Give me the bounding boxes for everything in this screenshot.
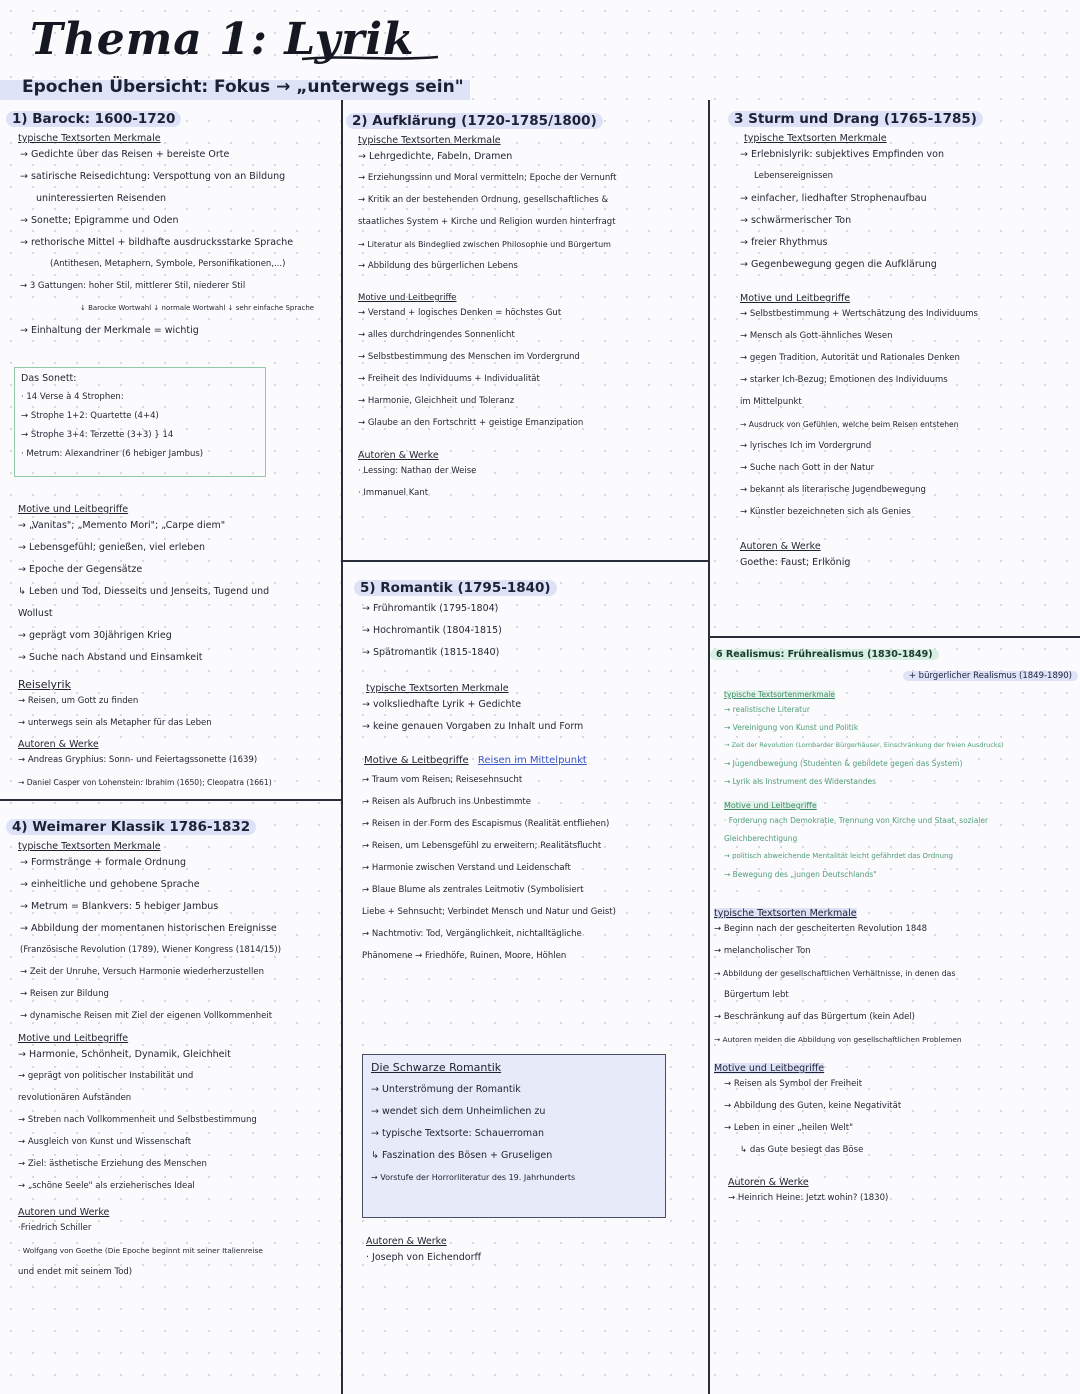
text-line: → Lyrik als Instrument des Widerstandes [724, 777, 877, 786]
text-line: → „Vanitas"; „Memento Mori"; „Carpe diem" [18, 520, 226, 531]
motive-heading-row [364, 755, 706, 766]
text-line: → Frühromantik (1795-1804) [362, 603, 499, 614]
text-line: → Kritik an der bestehenden Ordnung, gesellschaftliches & [358, 195, 609, 205]
text-line: → Vereinigung von Kunst und Politik [724, 723, 859, 732]
text-line: → gegen Tradition, Autorität und Rationales Denken [740, 353, 960, 363]
text-line: staatliches System + Kirche und Religion wurden hinterfragt [358, 217, 616, 227]
schwarze-romantik-box [362, 1054, 666, 1218]
text-line: → Reisen als Aufbruch ins Unbestimmte [362, 797, 531, 807]
text-line: → bekannt als literarische Jugendbewegung [740, 485, 926, 495]
text-line: → dynamische Reisen mit Ziel der eigenen Vollkommenheit [20, 1011, 273, 1021]
text-line: → Erlebnislyrik: subjektives Empfinden von [740, 149, 944, 160]
subheading: Reiselyrik [18, 678, 71, 691]
subheading: typische Textsorten Merkmale [366, 683, 509, 694]
text-line: → Selbstbestimmung des Menschen im Vordergrund [358, 352, 580, 362]
text-line: → Heinrich Heine: Jetzt wohin? (1830) [728, 1193, 889, 1203]
text-line: → typische Textsorte: Schauerroman [371, 1128, 545, 1139]
section-romantik [354, 577, 706, 972]
subheading: Motive und Leitbegriffe [18, 1033, 129, 1044]
text-line: → Abbildung der momentanen historischen Ereignisse [20, 923, 277, 934]
text-line: → Literatur als Bindeglied zwischen Philosophie und Bürgertum [358, 240, 611, 249]
text-line: → Zeit der Unruhe, Versuch Harmonie wiederherzustellen [20, 967, 264, 977]
text-line: → Reisen, um Lebensgefühl zu erweitern; Realitätsflucht [362, 841, 602, 851]
section-heading: 4) Weimarer Klassik 1786-1832 [6, 819, 256, 835]
text-line: → melancholischer Ton [714, 946, 811, 956]
text-line: → Spätromantik (1815-1840) [362, 647, 500, 658]
text-line: Bürgertum lebt [724, 990, 789, 1000]
text-line: · Forderung nach Demokratie, Trennung von Kirche und Staat, sozialer [724, 816, 989, 825]
text-line: → satirische Reisedichtung: Verspottung von an Bildung [20, 171, 286, 182]
text-line: → Jugendbewegung (Studenten & gebildete gegen das System) [724, 759, 963, 768]
section-aufklaerung [346, 110, 706, 509]
subheading: Autoren & Werke [740, 541, 821, 552]
text-line: → realistische Literatur [724, 705, 810, 714]
text-line: → Gegenbewegung gegen die Aufklärung [740, 259, 937, 270]
section-heading: 2) Aufklärung (1720-1785/1800) [346, 113, 603, 129]
text-line: → Gedichte über das Reisen + bereiste Orte [20, 149, 230, 160]
text-line: → volksliedhafte Lyrik + Gedichte [362, 699, 522, 710]
text-line: → Nachtmotiv: Tod, Vergänglichkeit, nichtalltägliche [362, 929, 582, 939]
sonett-title: Das Sonett: [21, 373, 77, 384]
text-line: → Traum vom Reisen; Reisesehnsucht [362, 775, 523, 785]
text-line: → Daniel Casper von Lohenstein: Ibrahim (1650); Cleopatra (1661) [18, 778, 272, 787]
subheading: typische Textsorten Merkmale [358, 135, 501, 146]
text-line: → geprägt vom 30jährigen Krieg [18, 630, 172, 641]
box-title: Die Schwarze Romantik [371, 1061, 502, 1074]
text-line: → politisch abweichende Mentalität leicht gefährdet das Ordnung [724, 852, 953, 860]
text-line: → wendet sich dem Unheimlichen zu [371, 1106, 546, 1117]
subheading: Motive und Leitbegriffe [358, 293, 457, 303]
subheading: Motive und Leitbegriffe [18, 504, 129, 515]
text-line: → Verstand + logisches Denken = höchstes Gut [358, 308, 562, 318]
text-line: und endet mit seinem Tod) [18, 1267, 133, 1277]
subheading: Motive & Leitbegriffe [364, 755, 469, 766]
text-line: revolutionären Aufständen [18, 1093, 132, 1103]
text-line: → Bewegung des „jungen Deutschlands" [724, 870, 877, 879]
text-line: → Unterströmung der Romantik [371, 1084, 521, 1095]
subheading: Motive und Leitbegriffe [714, 1063, 825, 1074]
subheading: Autoren & Werke [18, 739, 99, 750]
text-line: → Epoche der Gegensätze [18, 564, 143, 575]
page-title: Thema 1: Lyrik [30, 14, 415, 65]
text-line: → rethorische Mittel + bildhafte ausdrucksstarke Sprache [20, 237, 294, 248]
text-line: → einfacher, liedhafter Strophenaufbau [740, 193, 927, 204]
text-line: → Andreas Gryphius: Sonn- und Feiertagssonette (1639) [18, 755, 258, 765]
text-line: → Reisen als Symbol der Freiheit [724, 1079, 863, 1089]
text-line: ↳ das Gute besiegt das Böse [740, 1145, 864, 1155]
text-line: → Lehrgedichte, Fabeln, Dramen [358, 151, 513, 162]
subheading: Autoren & Werke [728, 1177, 809, 1188]
text-line: · Metrum: Alexandriner (6 hebiger Jambus) [21, 449, 204, 459]
text-line: (Französische Revolution (1789), Wiener Kongress (1814/15)) [20, 945, 282, 955]
text-line: Wollust [18, 608, 53, 619]
section-weimarer-klassik [6, 816, 340, 1288]
text-line: → Formstränge + formale Ordnung [20, 857, 187, 868]
row-divider-right [708, 636, 1080, 638]
text-line: → unterwegs sein als Metapher für das Leben [18, 718, 212, 728]
text-line: → Glaube an den Fortschritt + geistige Emanzipation [358, 418, 584, 428]
section-heading-secondary: + bürgerlicher Realismus (1849-1890) [903, 671, 1078, 681]
text-line: → Hochromantik (1804-1815) [362, 625, 502, 636]
text-line: Phänomene → Friedhöfe, Ruinen, Moore, Höhlen [362, 951, 567, 961]
text-line: im Mittelpunkt [740, 397, 802, 407]
text-line: → „schöne Seele" als erzieherisches Ideal [18, 1181, 195, 1191]
text-line: → Ziel: ästhetische Erziehung des Menschen [18, 1159, 207, 1169]
subheading: typische Textsorten Merkmale [744, 133, 887, 144]
section-romantik-autoren [366, 1230, 686, 1273]
subheading: Autoren und Werke [18, 1207, 110, 1218]
text-line: → Beginn nach der gescheiterten Revolution 1848 [714, 924, 928, 934]
text-line: → Sonette; Epigramme und Oden [20, 215, 179, 226]
text-line: → Strophe 1+2: Quartette (4+4) [21, 411, 159, 421]
section-realismus [710, 642, 1078, 1214]
section-sturm-und-drang [728, 108, 1078, 578]
section-heading: 3 Sturm und Drang (1765-1785) [728, 111, 983, 127]
text-line: Gleichberechtigung [724, 834, 798, 843]
text-line: → Metrum = Blankvers: 5 hebiger Jambus [20, 901, 219, 912]
text-line: → Selbstbestimmung + Wertschätzung des Individuums [740, 309, 978, 319]
subheading: typische Textsorten Merkmale [714, 908, 857, 919]
text-line: · Joseph von Eichendorff [366, 1252, 482, 1263]
text-line: → Erziehungssinn und Moral vermitteln; Epoche der Vernunft [358, 173, 617, 183]
text-line: → 3 Gattungen: hoher Stil, mittlerer Stil, niederer Stil [20, 281, 246, 291]
text-line: → Künstler bezeichneten sich als Genies [740, 507, 911, 517]
text-line: → schwärmerischer Ton [740, 215, 852, 226]
row-divider-middle [342, 560, 708, 562]
text-line: → keine genauen Vorgaben zu Inhalt und Form [362, 721, 584, 732]
highlight-text: Reisen im Mittelpunkt [477, 755, 587, 766]
text-line: ·Friedrich Schiller [18, 1223, 92, 1233]
text-line: · Immanuel Kant [358, 488, 429, 498]
text-line: → Blaue Blume als zentrales Leitmotiv (Symbolisiert [362, 885, 584, 895]
text-line: → Ausgleich von Kunst und Wissenschaft [18, 1137, 192, 1147]
text-line: (Antithesen, Metaphern, Symbole, Personifikationen,...) [50, 259, 286, 269]
text-line: → einheitliche und gehobene Sprache [20, 879, 200, 890]
text-line: → Einhaltung der Merkmale = wichtig [20, 325, 199, 336]
sonett-box [14, 367, 266, 477]
text-line: → Reisen in der Form des Escapismus (Realität entfliehen) [362, 819, 610, 829]
text-line: → Leben in einer „heilen Welt" [724, 1123, 854, 1133]
text-line: · Lessing: Nathan der Weise [358, 466, 477, 476]
section-heading: 1) Barock: 1600-1720 [6, 111, 181, 127]
subheading: Autoren & Werke [358, 450, 439, 461]
subheading: typische Textsorten Merkmale [18, 841, 161, 852]
column-divider-left [341, 100, 343, 1394]
row-divider-left [0, 799, 342, 801]
text-line: → lyrisches Ich im Vordergrund [740, 441, 872, 451]
text-line: → Mensch als Gott-ähnliches Wesen [740, 331, 893, 341]
text-line: ↳ Faszination des Bösen + Gruseligen [371, 1150, 553, 1161]
subheading: typische Textsortenmerkmale [724, 690, 836, 699]
text-line: → Suche nach Gott in der Natur [740, 463, 875, 473]
section-barock [6, 108, 336, 346]
subheading: Motive und Leitbegriffe [740, 293, 851, 304]
text-line: → Harmonie zwischen Verstand und Leidenschaft [362, 863, 571, 873]
text-line: → Harmonie, Gleichheit und Toleranz [358, 396, 515, 406]
text-line: Liebe + Sehnsucht; Verbindet Mensch und Natur und Geist) [362, 907, 616, 917]
text-line: → Suche nach Abstand und Einsamkeit [18, 652, 203, 663]
text-line: → Autoren meiden die Abbildung von gesellschaftlichen Problemen [714, 1035, 962, 1044]
text-line: → Abbildung der gesellschaftlichen Verhältnisse, in denen das [714, 969, 956, 978]
subheading: Autoren & Werke [366, 1236, 447, 1247]
text-line: ↓ Barocke Wortwahl ↓ normale Wortwahl ↓ sehr einfache Sprache [80, 304, 315, 312]
text-line: Goethe: Faust; Erlkönig [740, 557, 851, 568]
text-line: → Reisen, um Gott zu finden [18, 696, 139, 706]
section-heading: 6 Realismus: Frührealismus (1830-1849) [710, 649, 939, 660]
section-heading: 5) Romantik (1795-1840) [354, 580, 557, 596]
text-line: → Strophe 3+4: Terzette (3+3) } 14 [21, 430, 174, 440]
section-barock-motive [18, 498, 338, 798]
text-line: uninteressierten Reisenden [36, 193, 167, 204]
text-line: → Lebensgefühl; genießen, viel erleben [18, 542, 206, 553]
text-line: · Wolfgang von Goethe (Die Epoche beginnt mit seiner Italienreise [18, 1246, 263, 1255]
title-underline [300, 55, 440, 61]
text-line: → Zeit der Revolution (Lombarder Bürgerhäuser, Einschränkung der freien Ausdrucks) [724, 741, 1004, 749]
subheading: Motive und Leitbegriffe [724, 801, 817, 810]
text-line: → geprägt von politischer Instabilität und [18, 1071, 194, 1081]
text-line: → freier Rhythmus [740, 237, 828, 248]
text-line: ↳ Leben und Tod, Diesseits und Jenseits, Tugend und [18, 586, 270, 597]
text-line: → Streben nach Vollkommenheit und Selbstbestimmung [18, 1115, 257, 1125]
text-line: · 14 Verse à 4 Strophen: [21, 392, 124, 402]
text-line: → Abbildung des bürgerlichen Lebens [358, 261, 518, 271]
subtitle: Epochen Übersicht: Fokus → „unterwegs sein" [22, 77, 464, 97]
text-line: → starker Ich-Bezug; Emotionen des Individuums [740, 375, 948, 385]
text-line: → Ausdruck von Gefühlen, welche beim Reisen entstehen [740, 420, 959, 429]
text-line: → alles durchdringendes Sonnenlicht [358, 330, 515, 340]
text-line: → Harmonie, Schönheit, Dynamik, Gleichheit [18, 1049, 231, 1060]
text-line: → Freiheit des Individuums + Individualität [358, 374, 540, 384]
text-line: Lebensereignissen [754, 171, 834, 181]
subheading: typische Textsorten Merkmale [18, 133, 161, 144]
text-line: → Abbildung des Guten, keine Negativität [724, 1101, 902, 1111]
text-line: → Reisen zur Bildung [20, 989, 109, 999]
text-line: → Vorstufe der Horrorliteratur des 19. Jahrhunderts [371, 1173, 576, 1182]
text-line: → Beschränkung auf das Bürgertum (kein Adel) [714, 1012, 915, 1022]
